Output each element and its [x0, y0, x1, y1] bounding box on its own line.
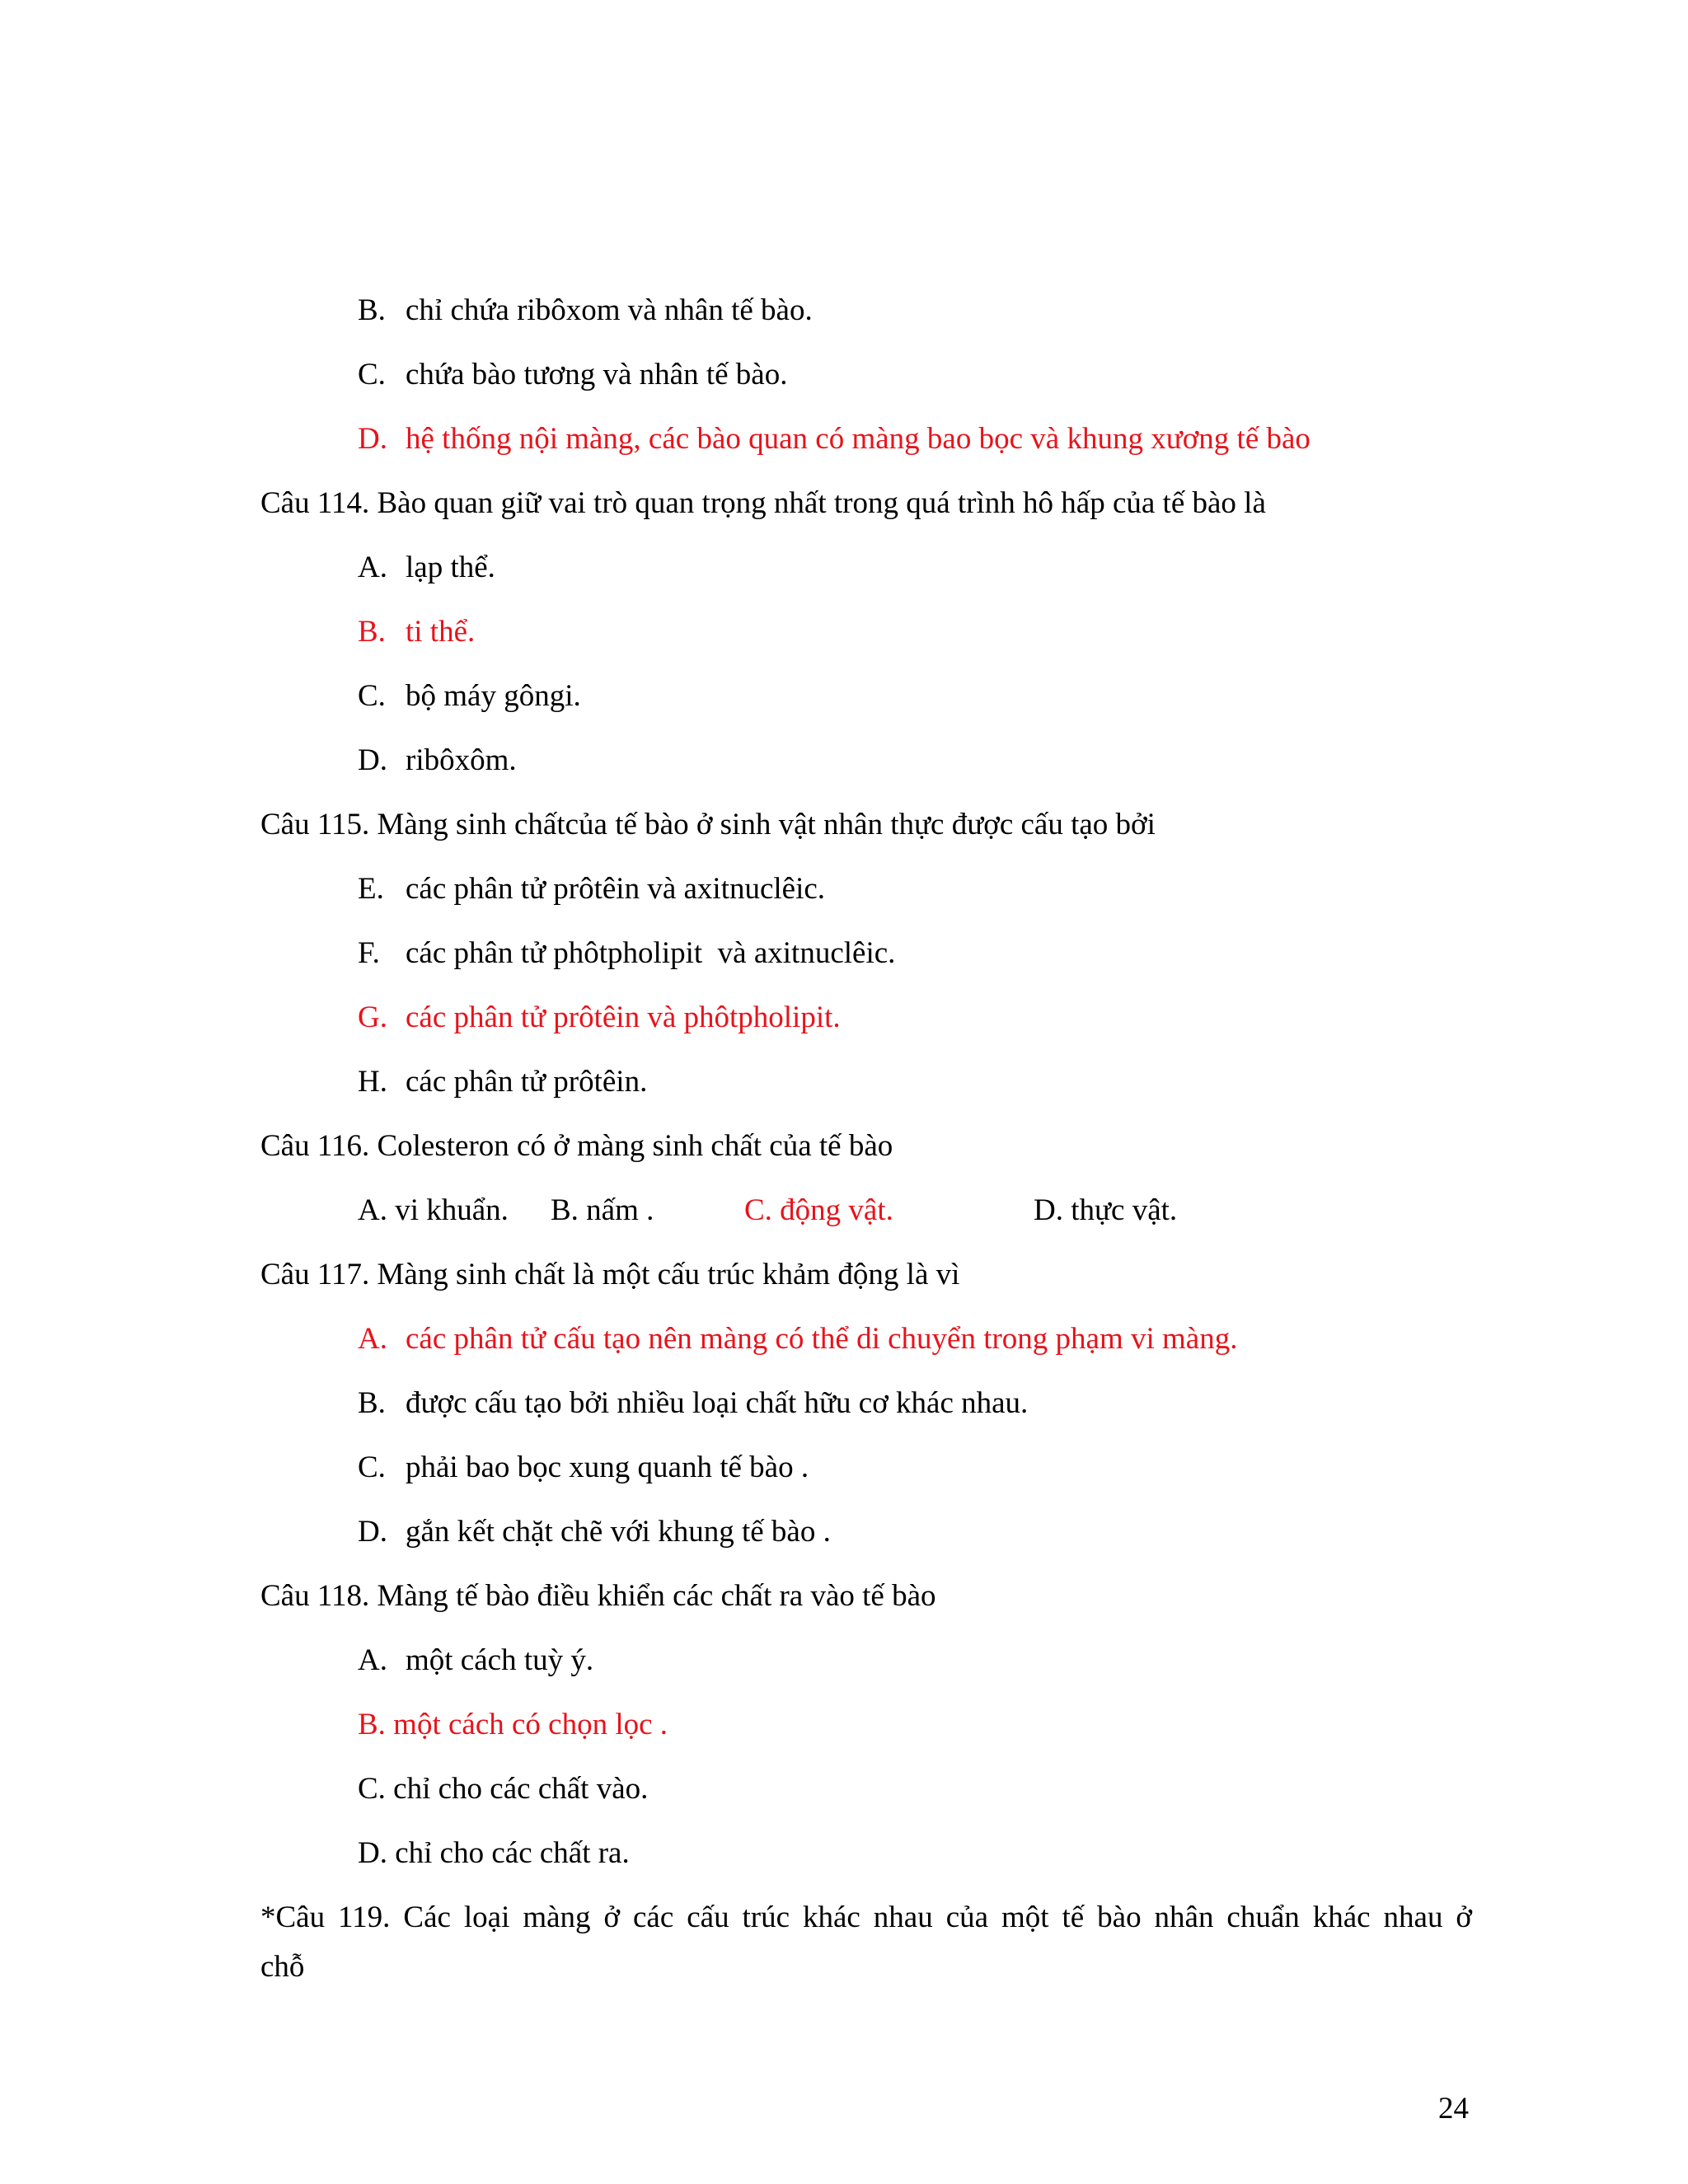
q116-option-d: D. thực vật. — [1034, 1193, 1178, 1227]
q117-option-c: C. phải bao bọc xung quanh tế bào . — [358, 1451, 809, 1484]
q115-question: Câu 115. Màng sinh chấtcủa tế bào ở sinh vật nhân thực được cấu tạo bởi — [260, 808, 1156, 841]
q117-option-b: B. được cấu tạo bởi nhiều loại chất hữu cơ khác nhau. — [358, 1386, 1029, 1420]
q114-question: Câu 114. Bào quan giữ vai trò quan trọng nhất trong quá trình hô hấp của tế bào là — [260, 486, 1266, 520]
q115-option-g-answer: G. các phân tử prôtêin và phôtpholipit. — [358, 1001, 841, 1034]
q114-option-a: A. lạp thể. — [358, 551, 495, 584]
q119-question-line2: chỗ — [260, 1950, 305, 1984]
q119-question-line1: *Câu 119. Các loại màng ở các cấu trúc khác nhau của một tế bào nhân chuẩn khác nhau ở — [260, 1900, 1472, 1934]
q118-option-a: A. một cách tuỳ ý. — [358, 1643, 594, 1677]
q118-option-b-answer: B. một cách có chọn lọc . — [358, 1708, 668, 1741]
q113-option-c: C. chứa bào tương và nhân tế bào. — [358, 358, 788, 391]
q117-option-a-answer: A. các phân tử cấu tạo nên màng có thể di chuyển trong phạm vi màng. — [358, 1322, 1238, 1356]
q117-option-d: D. gắn kết chặt chẽ với khung tế bào . — [358, 1515, 831, 1549]
q114-option-c: C. bộ máy gôngi. — [358, 679, 581, 713]
q116-option-a: A. vi khuẩn. — [358, 1193, 509, 1227]
q116-option-c-answer: C. động vật. — [744, 1193, 893, 1227]
q114-option-d: D. ribôxôm. — [358, 743, 517, 777]
q113-option-d-answer: D. hệ thống nội màng, các bào quan có màng bao bọc và khung xương tế bào — [358, 422, 1311, 456]
q115-option-f: F. các phân tử phôtpholipit và axitnuclêic. — [358, 936, 896, 970]
q118-option-c: C. chỉ cho các chất vào. — [358, 1772, 649, 1806]
q113-option-b: B. chỉ chứa ribôxom và nhân tế bào. — [358, 293, 813, 327]
q114-option-b-answer: B. ti thể. — [358, 615, 476, 649]
q118-question: Câu 118. Màng tế bào điều khiển các chất ra vào tế bào — [260, 1579, 936, 1613]
q118-option-d: D. chỉ cho các chất ra. — [358, 1836, 630, 1870]
q115-option-e: E. các phân tử prôtêin và axitnuclêic. — [358, 872, 826, 906]
q115-option-h: H. các phân tử prôtêin. — [358, 1065, 648, 1099]
q116-question: Câu 116. Colesteron có ở màng sinh chất của tế bào — [260, 1129, 893, 1163]
q117-question: Câu 117. Màng sinh chất là một cấu trúc khảm động là vì — [260, 1258, 960, 1291]
q116-option-b: B. nấm . — [551, 1193, 654, 1227]
page-number: 24 — [1438, 2092, 1469, 2125]
